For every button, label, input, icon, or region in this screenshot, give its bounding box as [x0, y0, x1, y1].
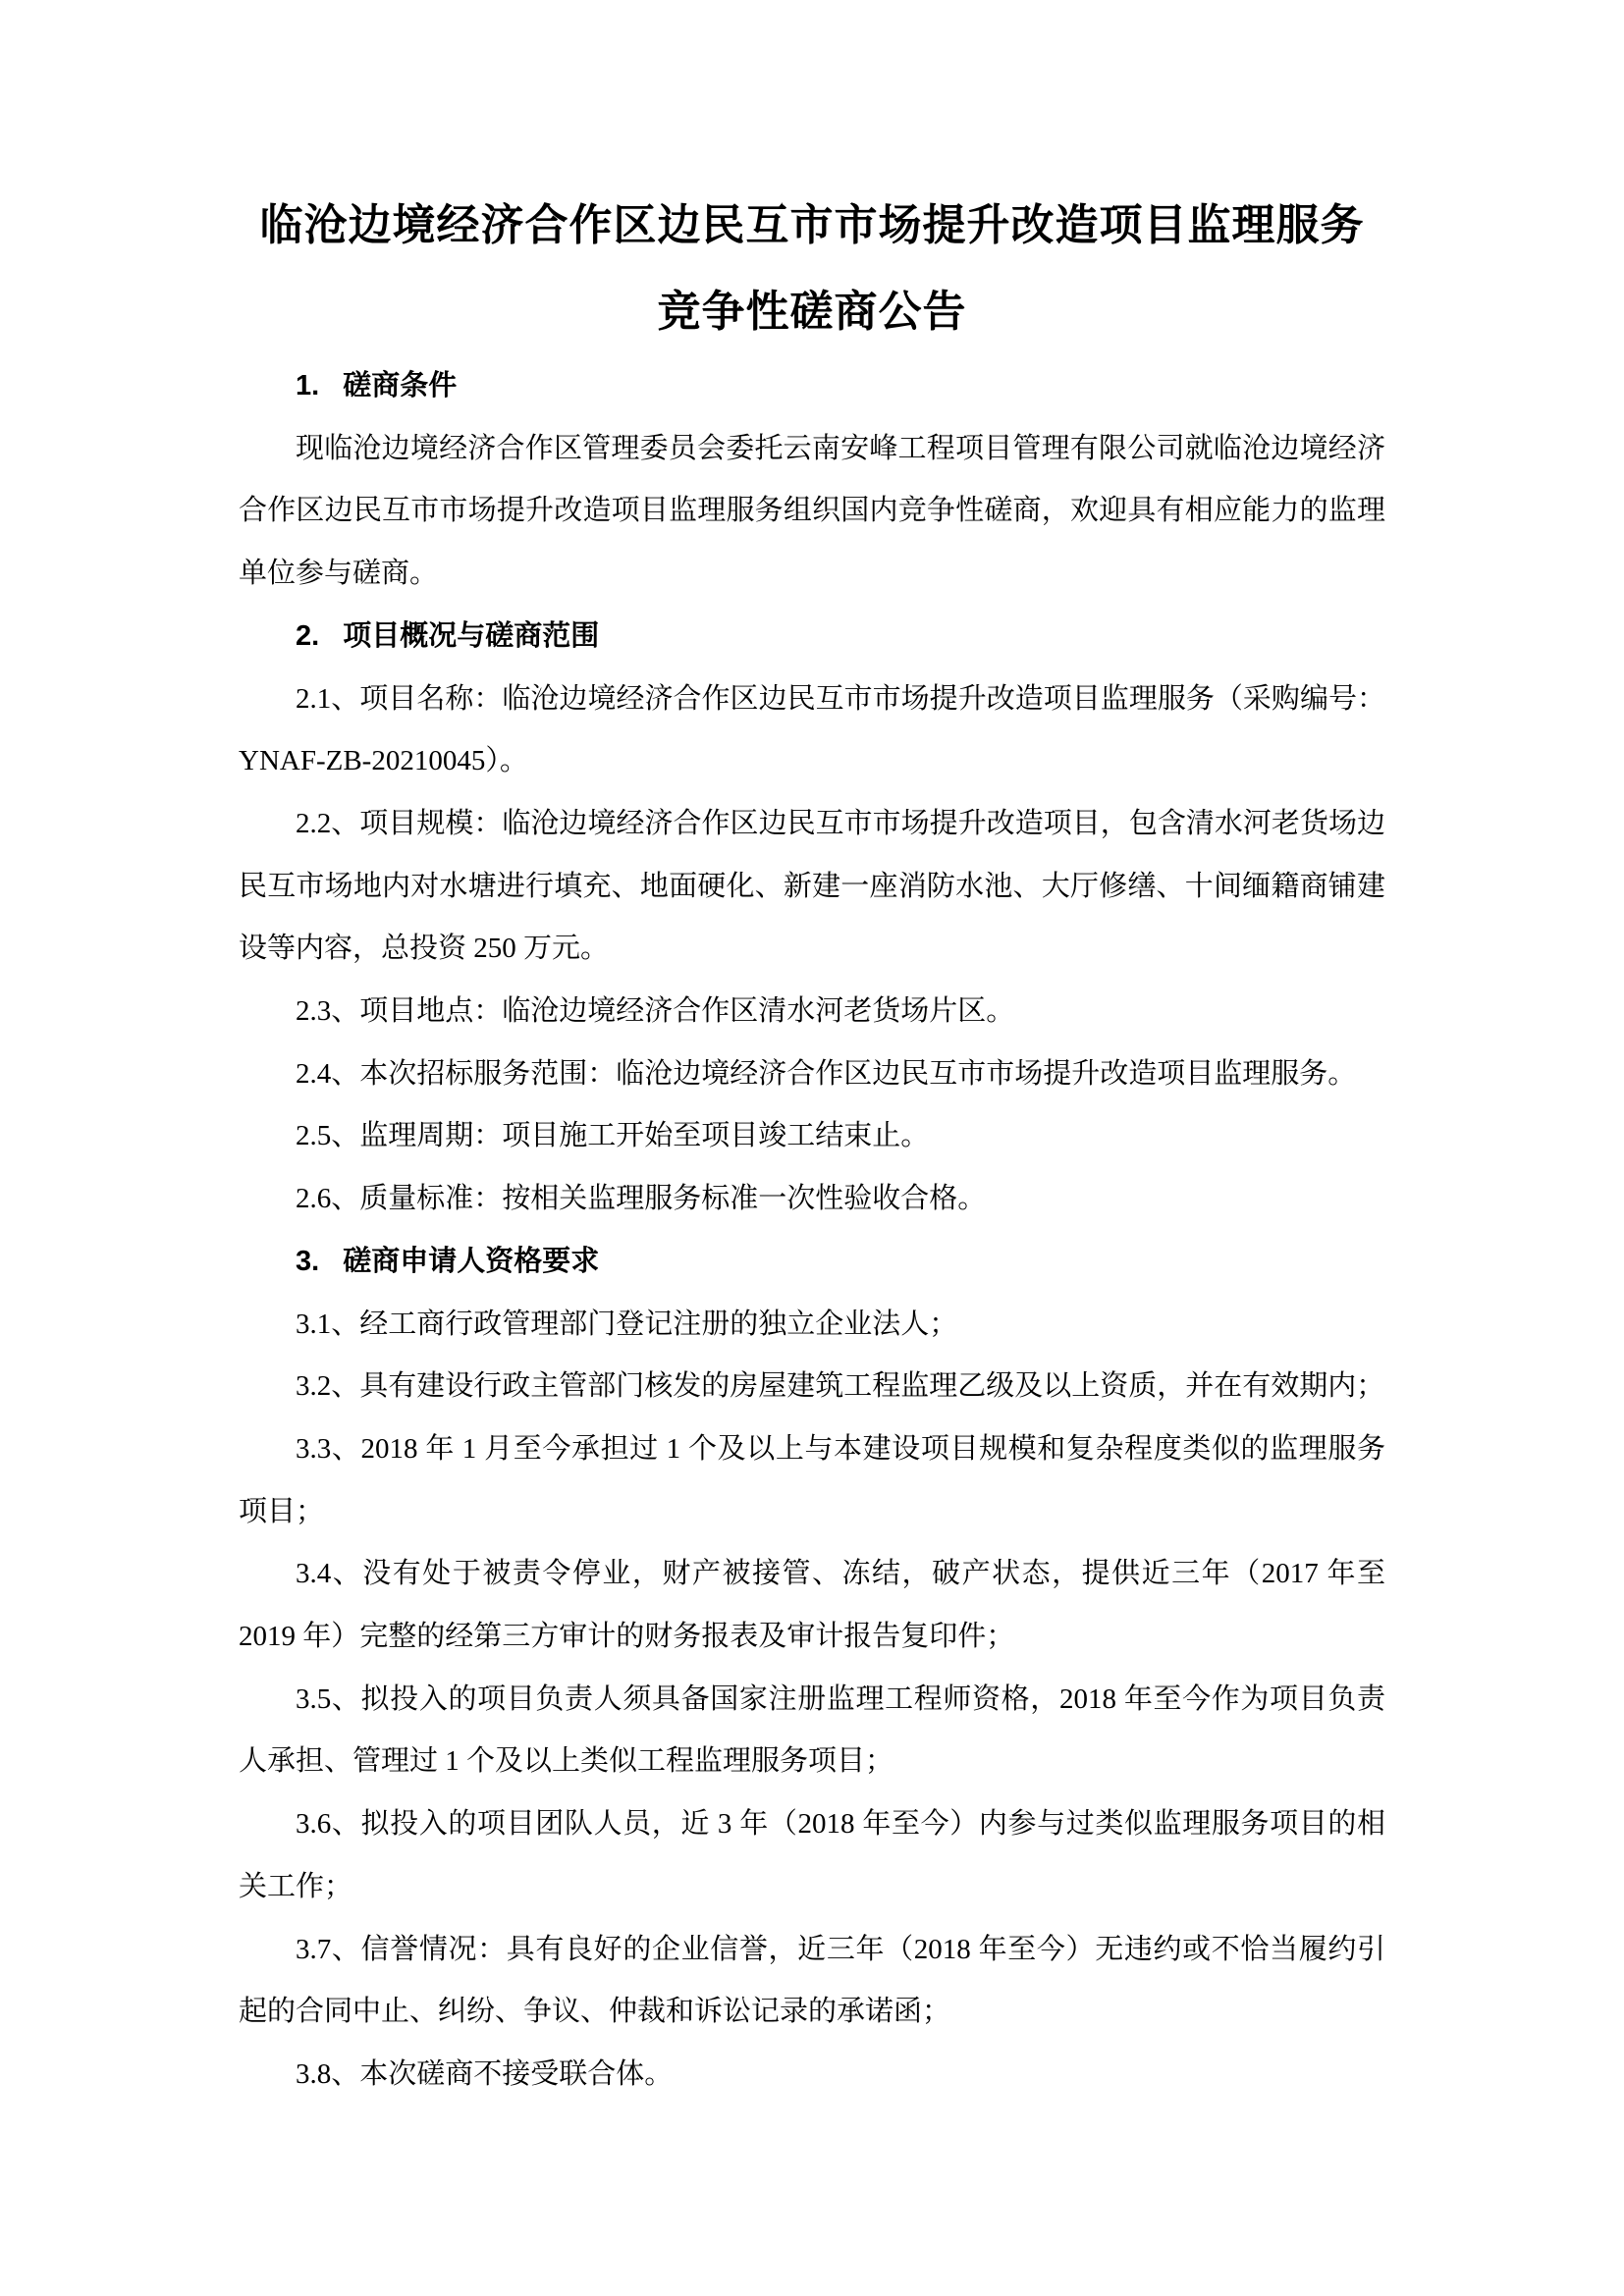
section-2-paragraph-4: 2.4、本次招标服务范围：临沧边境经济合作区边民互市市场提升改造项目监理服务。: [296, 1057, 1357, 1090]
section-3-heading: [239, 1231, 1385, 1294]
section-3-paragraph-2: 3.2、具有建设行政主管部门核发的房屋建筑工程监理乙级及以上资质，并在有效期内；: [296, 1370, 1385, 1403]
section-1-number: 1.: [296, 370, 320, 401]
section-2-paragraph-5: 2.5、监理周期：项目施工开始至项目竣工结束止。: [296, 1120, 930, 1152]
section-3-heading-text: 磋商申请人资格要求: [343, 1245, 600, 1277]
section-2-heading: [239, 606, 1385, 668]
section-3-paragraph-4: 3.4、没有处于被责令停业，财产被接管、冻结，破产状态，提供近三年（2017 年至 2019 年）完整的经第三方审计的财务报表及审计报告复印件；: [239, 1558, 1385, 1653]
section-3-number: 3.: [296, 1245, 320, 1277]
section-1-heading-text: 磋商条件: [343, 370, 458, 401]
section-2-number: 2.: [296, 619, 320, 652]
document-body: [239, 355, 1385, 2107]
section-1-paragraph-1: 现临沧边境经济合作区管理委员会委托云南安峰工程项目管理有限公司就临沧边境经济合作区边民互市市场提升改造项目监理服务组织国内竞争性磋商，欢迎具有相应能力的监理单位参与磋商。: [239, 432, 1385, 590]
section-3-paragraph-3: 3.3、2018 年 1 月至今承担过 1 个及以上与本建设项目规模和复杂程度类似的监理服务项目；: [239, 1432, 1385, 1527]
section-3-paragraph-1: 3.1、经工商行政管理部门登记注册的独立企业法人；: [296, 1308, 958, 1340]
section-2-paragraph-3: 2.3、项目地点：临沧边境经济合作区清水河老货场片区。: [296, 995, 1015, 1028]
section-3-paragraph-6: 3.6、拟投入的项目团队人员，近 3 年（2018 年至今）内参与过类似监理服务项目的相关工作；: [239, 1808, 1385, 1902]
section-2-paragraph-1: 2.1、项目名称：临沧边境经济合作区边民互市市场提升改造项目监理服务（采购编号：YNAF-ZB-20210045）。: [239, 682, 1385, 777]
section-3-paragraph-8: 3.8、本次磋商不接受联合体。: [296, 2057, 674, 2090]
section-3-paragraph-5: 3.5、拟投入的项目负责人须具备国家注册监理工程师资格，2018 年至今作为项目负责人承担、管理过 1 个及以上类似工程监理服务项目；: [239, 1682, 1385, 1778]
section-2-paragraph-6: 2.6、质量标准：按相关监理服务标准一次性验收合格。: [296, 1183, 987, 1215]
section-3-paragraph-7: 3.7、信誉情况：具有良好的企业信誉，近三年（2018 年至今）无违约或不恰当履约引起的合同中止、纠纷、争议、仲裁和诉讼记录的承诺函；: [239, 1933, 1385, 2028]
section-1-heading: [239, 355, 1385, 418]
document-title: 临沧边境经济合作区边民互市市场提升改造项目监理服务竞争性磋商公告: [259, 201, 1365, 336]
section-2-heading-text: 项目概况与磋商范围: [343, 619, 600, 652]
section-2-paragraph-2: 2.2、项目规模：临沧边境经济合作区边民互市市场提升改造项目，包含清水河老货场边民互市场地内对水塘进行填充、地面硬化、新建一座消防水池、大厅修缮、十间缅籍商铺建设等内容，总投资 250 万元。: [239, 807, 1385, 965]
